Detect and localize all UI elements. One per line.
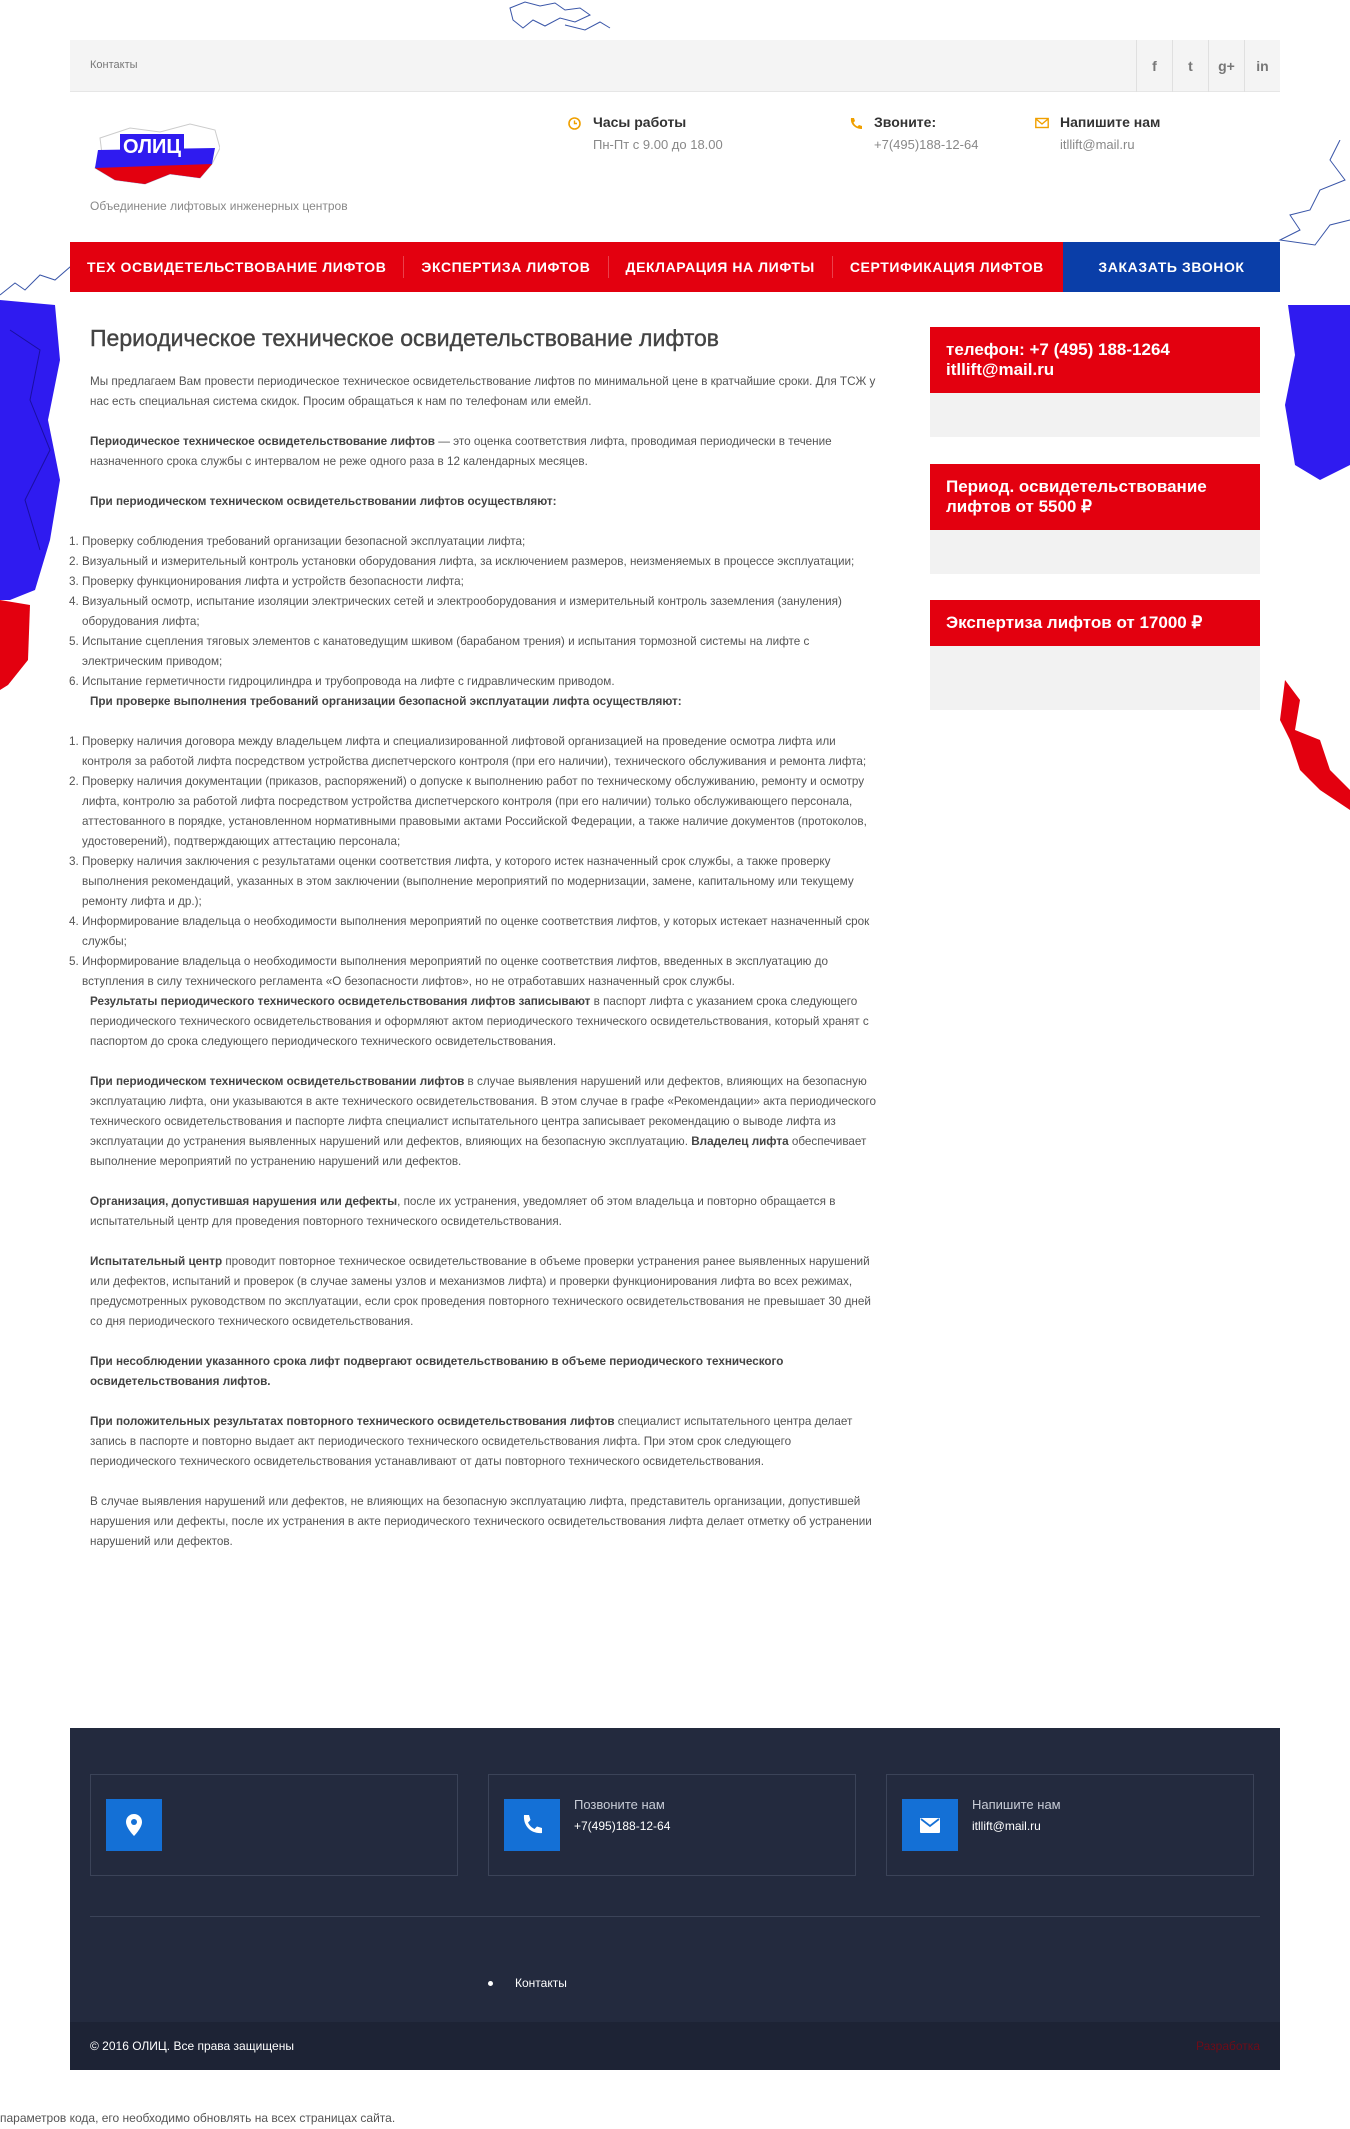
footer: [70, 1728, 1280, 2070]
footer-nav: [488, 1976, 567, 1990]
map-fragment-right-top: [1270, 140, 1350, 250]
footer-call-box: Позвоните нам +7(495)188-12-64: [488, 1774, 856, 1876]
footer-address-box: [90, 1774, 458, 1876]
envelope-icon: [1035, 117, 1049, 132]
phone-info: Звоните: +7(495)188-12-64: [849, 114, 978, 152]
map-fragment-right: [1280, 305, 1350, 735]
term-paragraph: При несоблюдении указанного срока лифт подвергают освидетельствованию в объеме периодического технического освидетельствования лифтов.: [90, 1355, 784, 1388]
list1-heading: При периодическом техническом освидетельствовании лифтов осуществляют:: [90, 495, 557, 508]
map-fragment-left: [0, 300, 70, 690]
list-item: 5. Испытание сцепления тяговых элементов с канатоведущим шкивом (барабаном трения) и испытания тормозной системы на лифте с электрическим приводом;: [82, 632, 880, 672]
sidebar-expertise-box: [930, 600, 1260, 710]
requirements-list: [82, 732, 880, 992]
clock-icon: [568, 117, 581, 133]
list2-heading: При проверке выполнения требований организации безопасной эксплуатации лифта осуществляют:: [90, 695, 682, 708]
article: [82, 325, 880, 1572]
linkedin-icon[interactable]: in: [1244, 40, 1280, 92]
nav-item-tech-inspection[interactable]: ТЕХ ОСВИДЕТЕЛЬСТВОВАНИЕ ЛИФТОВ: [70, 256, 404, 278]
positive-paragraph: При положительных результатах повторного технического освидетельствования лифтов специалист испытательного центра делает запись в паспорте и повторно выдает акт периодического технического освидетельствования лифта. При этом срок следующего периодического технического освидетельствования устанавливают от даты повторного технического освидетельствования.: [90, 1415, 853, 1468]
envelope-icon: [902, 1799, 958, 1851]
top-bar: [70, 40, 1280, 92]
list-item: 2. Визуальный и измерительный контроль установки оборудования лифта, за исключением размеров, неизменяемых в процессе эксплуатации;: [82, 552, 880, 572]
page-title: Периодическое техническое освидетельствование лифтов: [90, 325, 720, 351]
test-center-paragraph: Испытательный центр проводит повторное техническое освидетельствование в объеме проверки устранения ранее выявленных нарушений или дефектов, испытаний и проверок (в случае замены узлов и механизмов лифта) и проверки функционирования лифта во всех режимах, предусмотренных руководством по эксплуатации, если срок проведения повторного технического освидетельствования не превышает 30 дней со дня периодического технического освидетельствования.: [90, 1255, 871, 1328]
inspection-list: [82, 532, 880, 692]
nav-item-expertise[interactable]: ЭКСПЕРТИЗА ЛИФТОВ: [404, 256, 608, 278]
main-nav: [70, 242, 1280, 292]
footer-bottom: [70, 2022, 1280, 2070]
sidebar-price-header[interactable]: Период. освидетельствование лифтов от 5500 ₽: [930, 464, 1260, 530]
order-call-button[interactable]: ЗАКАЗАТЬ ЗВОНОК: [1063, 242, 1280, 292]
nav-item-declaration[interactable]: ДЕКЛАРАЦИЯ НА ЛИФТЫ: [609, 256, 833, 278]
footer-contacts-link[interactable]: Контакты: [515, 1976, 567, 1990]
footer-divider: [90, 1916, 1260, 1917]
list-item: 5. Информирование владельца о необходимости выполнения мероприятий по оценке соответствия лифтов, введенных в эксплуатацию до вступления в силу технического регламента «О безопасности лифтов», но не отработавших назначенный срок службы.: [82, 952, 880, 992]
last-paragraph: В случае выявления нарушений или дефектов, не влияющих на безопасную эксплуатацию лифта, представитель организации, допустившей нарушения или дефекты, после их устранения в акте периодического технического освидетельствования лифта делает отметку об устранении нарушений или дефектов.: [90, 1495, 872, 1548]
list-item: 4. Информирование владельца о необходимости выполнения мероприятий по оценке соответствия лифтов, у которых истекает назначенный срок службы;: [82, 912, 880, 952]
phone-icon: [504, 1799, 560, 1851]
phone-icon: [849, 117, 862, 133]
organization-paragraph: Организация, допустившая нарушения или дефекты, после их устранения, уведомляет об этом владельца и повторно обращается в испытательный центр для проведения повторного технического освидетельствования.: [90, 1195, 836, 1228]
email-info: Напишите нам itllift@mail.ru: [1035, 114, 1160, 152]
list-item: 2. Проверку наличия документации (приказов, распоряжений) о допуске к выполнению работ по техническому обслуживанию, ремонту и осмотру лифта, контролю за работой лифта посредством устройства диспетчерского контроля (при его наличии) только обслуживающего персонала, аттестованного в порядке, установленном нормативными правовыми актами Российской Федерации, а также наличие документов (протоколов, удостоверений), подтверждающих аттестацию персонала;: [82, 772, 880, 852]
logo[interactable]: [90, 118, 220, 193]
list-item: 3. Проверку наличия заключения с результатами оценки соответствия лифта, у которого истек назначенный срок службы, а также проверку выполнения рекомендаций, указанных в этом заключении (выполнение мероприятий по модернизации, замене, капитальному или текущему ремонту лифта и др.);: [82, 852, 880, 912]
footer-write-box: Напишите нам itllift@mail.ru: [886, 1774, 1254, 1876]
logo-text: ОЛИЦ: [122, 136, 182, 158]
map-fragment-top: [505, 0, 615, 40]
sidebar-expertise-header[interactable]: Экспертиза лифтов от 17000 ₽: [930, 600, 1260, 646]
map-fragment-right-mid: [1280, 660, 1350, 820]
violations-paragraph: При периодическом техническом освидетельствовании лифтов в случае выявления нарушений или дефектов, влияющих на безопасную эксплуатацию лифта, они указываются в акте технического освидетельствования. В этом случае в графе «Рекомендации» акта периодического технического освидетельствования и паспорте лифта специалист испытательного центра записывает рекомендацию о выводе лифта из эксплуатации до устранения выявленных нарушений или дефектов, влияющих на безопасную эксплуатацию. Владелец лифта обеспечивает выполнение мероприятий по устранению нарушений или дефектов.: [90, 1075, 876, 1168]
list-item: 1. Проверку соблюдения требований организации безопасной эксплуатации лифта;: [82, 532, 880, 552]
developer-link[interactable]: Разработка: [1196, 2039, 1260, 2053]
list-item: 4. Визуальный осмотр, испытание изоляции электрических сетей и электрооборудования и измерительный контроль заземления (зануления) оборудования лифта;: [82, 592, 880, 632]
tagline: Объединение лифтовых инженерных центров: [90, 199, 348, 213]
results-paragraph: Результаты периодического технического освидетельствования лифтов записывают в паспорт лифта с указанием срока следующего периодического технического освидетельствования и оформляют актом периодического технического освидетельствования, который хранят с паспортом до срока следующего периодического технического освидетельствования.: [90, 995, 869, 1048]
facebook-icon[interactable]: f: [1136, 40, 1172, 92]
google-plus-icon[interactable]: g+: [1208, 40, 1244, 92]
list-item: 1. Проверку наличия договора между владельцем лифта и специализированной лифтовой организацией на проведение осмотра лифта или контроля за работой лифта посредством устройства диспетчерского контроля (при его наличии), технического обслуживания и ремонта лифта;: [82, 732, 880, 772]
sidebar-price-box: [930, 464, 1260, 574]
working-hours: Часы работы Пн-Пт с 9.00 до 18.00: [568, 114, 723, 152]
sidebar-contact-header[interactable]: телефон: +7 (495) 188-1264 itllift@mail.ru: [930, 327, 1260, 393]
social-links: [1136, 40, 1280, 92]
intro-paragraph: Мы предлагаем Вам провести периодическое техническое освидетельствование лифтов по минимальной цене в кратчайшие сроки. Для ТСЖ у нас есть специальная система скидок. Просим обращаться к нам по телефонам или емейл.: [90, 375, 876, 408]
list-item: 3. Проверку функционирования лифта и устройств безопасности лифта;: [82, 572, 880, 592]
stray-text: параметров кода, его необходимо обновлять на всех страницах сайта.: [0, 2111, 396, 2125]
definition-paragraph: Периодическое техническое освидетельствование лифтов — это оценка соответствия лифта, проводимая периодически в течение назначенного срока службы с интервалом не реже одного раза в 12 календарных месяцев.: [90, 435, 832, 468]
sidebar-contact-box: [930, 327, 1260, 437]
nav-item-certification[interactable]: СЕРТИФИКАЦИЯ ЛИФТОВ: [849, 259, 1044, 275]
map-marker-icon: [106, 1799, 162, 1851]
twitter-icon[interactable]: t: [1172, 40, 1208, 92]
copyright: © 2016 ОЛИЦ. Все права защищены: [90, 2039, 294, 2053]
list-item: 6. Испытание герметичности гидроцилиндра и трубопровода на лифте с гидравлическим приводом.: [82, 672, 880, 692]
topbar-contacts-link[interactable]: Контакты: [90, 59, 138, 71]
bullet-icon: [488, 1981, 493, 1986]
